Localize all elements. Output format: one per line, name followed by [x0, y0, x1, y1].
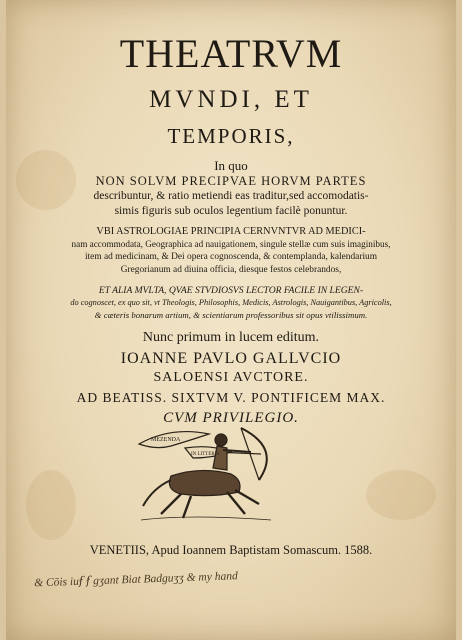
- para2-line-2: do cognoscet, ex quo sit, vt Theologis, Philosophis, Medicis, Astrologis, Nauigantibus, Agricolis,: [70, 298, 392, 307]
- title-line-2: MVNDI, ET: [149, 86, 313, 113]
- author-name: IOANNE PAVLO GALLVCIO: [120, 350, 342, 367]
- edition-note: Nunc primum in lucem editum.: [142, 330, 320, 345]
- stain: [26, 470, 76, 540]
- imprint: VENETIIS, Apud Ioannem Baptistam Somascum. 1588.: [89, 543, 373, 557]
- subtitle-line-3: describuntur, & ratio metiendi eas traditur,sed accomodatis-: [93, 190, 369, 202]
- subtitle-line-2: NON SOLVM PRECIPVAE HORVM PARTES: [95, 174, 367, 188]
- para1-line-1: VBI ASTROLOGIAE PRINCIPIA CERNVNTVR AD MEDICI-: [96, 226, 366, 237]
- para2-line-1: ET ALIA MVLTA, QVAE STVDIOSVS LECTOR FACILE IN LEGEN-: [98, 285, 364, 296]
- dedication: AD BEATISS. SIXTVM V. PONTIFICEM MAX.: [76, 390, 386, 405]
- para1-line-2: nam accommodata, Geographica ad nauigationem, singule stellæ cum suis imaginibus,: [71, 239, 391, 249]
- para1-line-3: item ad medicinam, & Dei opera cognoscenda, & contemplanda, kalendarium: [84, 252, 378, 262]
- banner-text: MEZENDA: [151, 437, 181, 443]
- subtitle-line-1: In quo: [214, 158, 248, 173]
- centaur-woodcut: [131, 418, 286, 526]
- para1-line-4: Gregorianum ad diuina officia, diesque festos celebrandos,: [120, 265, 342, 275]
- stain: [366, 470, 436, 520]
- title-line-3: TEMPORIS,: [167, 124, 295, 148]
- handwritten-note: & Cōis iuẜ ẜ gʒant Biat Badguʒʒ & my hand: [33, 570, 238, 590]
- para2-line-3: & cæteris bonarum artium, & scientiarum professoribus sit opus vtilissimum.: [94, 310, 368, 320]
- banner-text-2: IN LITTERIS: [191, 452, 220, 457]
- subtitle-line-4: simis figuris sub oculos legentium facilè ponuntur.: [114, 205, 348, 217]
- title-line-1: THEATRVM: [119, 31, 343, 76]
- privilege: CVM PRIVILEGIO.: [163, 410, 299, 426]
- title-page: [6, 0, 456, 640]
- author-origin: SALOENSI AVCTORE.: [153, 370, 309, 385]
